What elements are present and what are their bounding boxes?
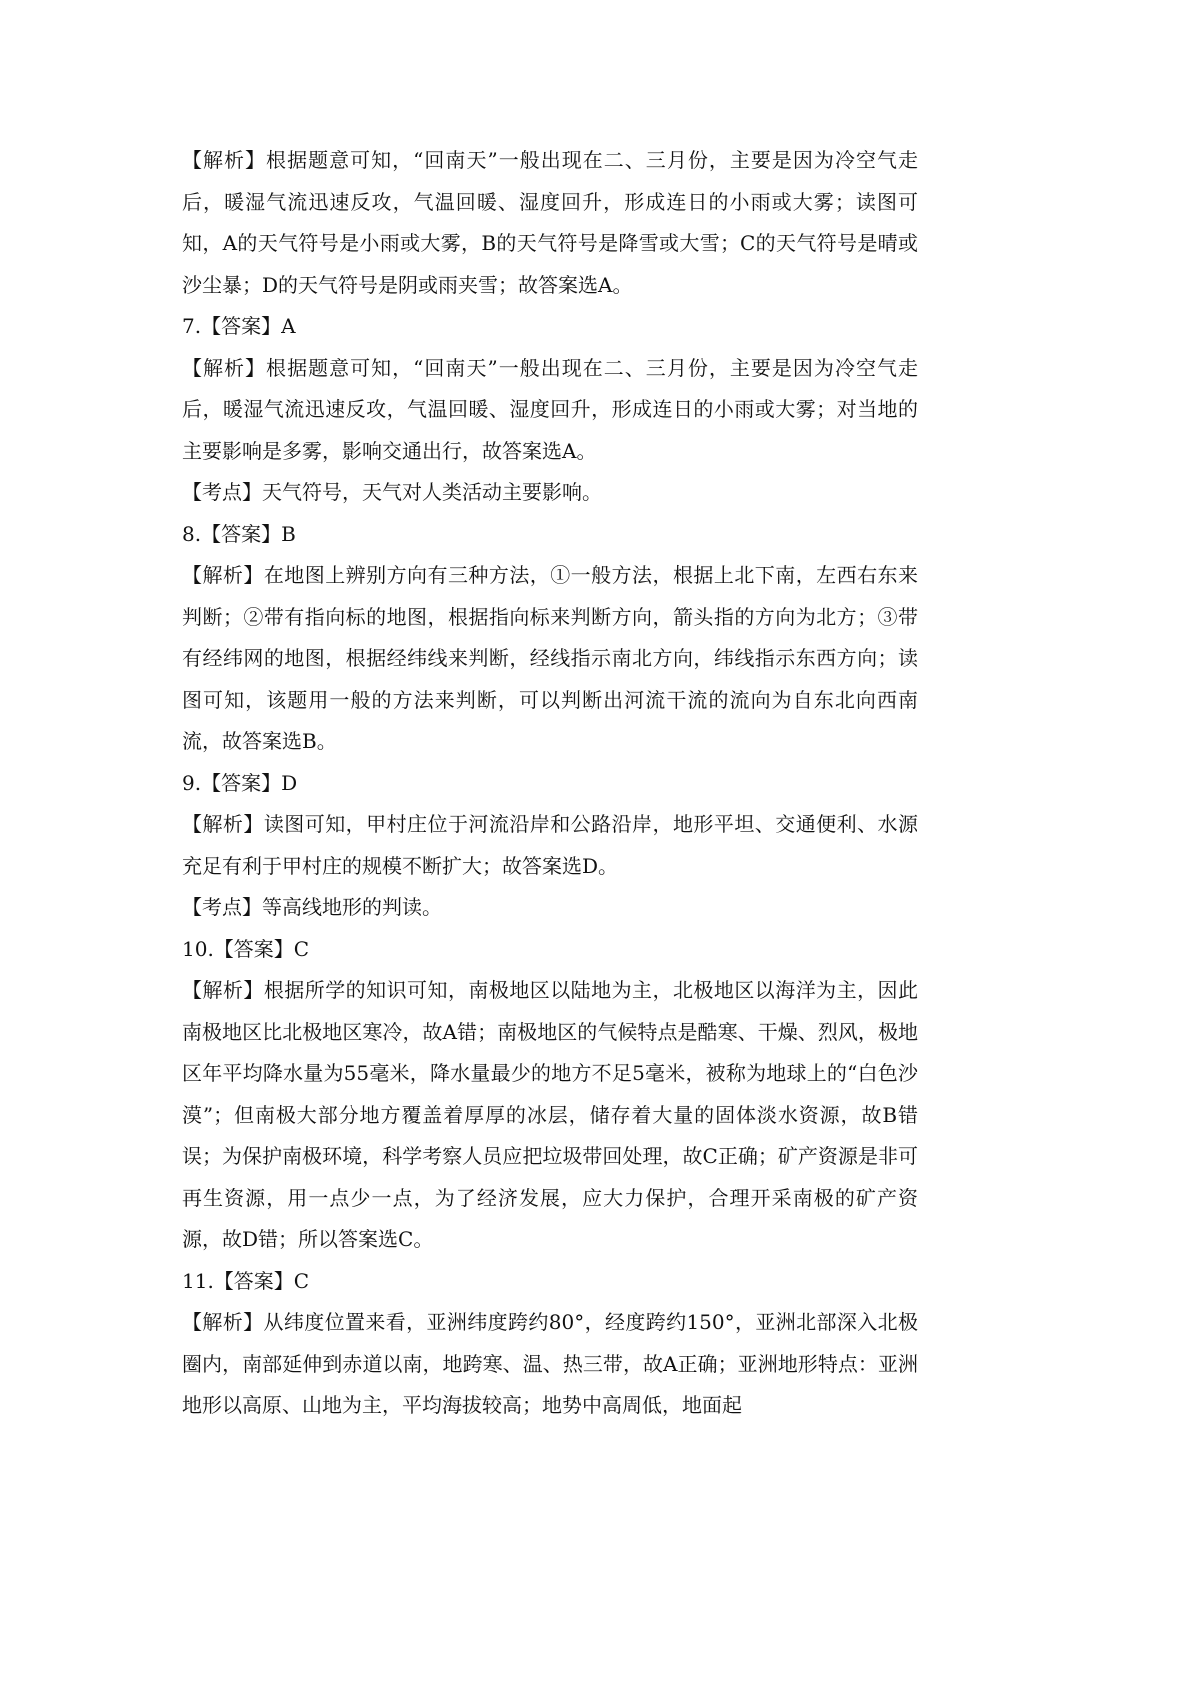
page-content <box>182 140 918 1427</box>
analysis-q7: 【解析】根据题意可知，“回南天”一般出现在二、三月份，主要是因为冷空气走后，暖湿气流迅速反攻，气温回暖、湿度回升，形成连日的小雨或大雾；对当地的主要影响是多雾，影响交通出行，故答案选A。 <box>182 355 918 463</box>
analysis-q8: 【解析】在地图上辨别方向有三种方法，①一般方法，根据上北下南，左西右东来判断；②带有指向标的地图，根据指向标来判断方向，箭头指的方向为北方；③带有经纬网的地图，根据经纬线来判断，经线指示南北方向，纬线指示东西方向；读图可知，该题用一般的方法来判断，可以判断出河流干流的流向为自东北向西南流，故答案选B。 <box>182 563 918 753</box>
keypoint-q7: 【考点】天气符号，天气对人类活动主要影响。 <box>182 480 602 504</box>
answer-q9: 9.【答案】D <box>182 770 298 795</box>
analysis-q11: 【解析】从纬度位置来看，亚洲纬度跨约80°，经度跨约150°，亚洲北部深入北极圈内，南部延伸到赤道以南，地跨寒、温、热三带，故A正确；亚洲地形特点：亚洲地形以高原、山地为主，平均海拔较高；地势中高周低，地面起 <box>182 1310 918 1417</box>
keypoint-q9: 【考点】等高线地形的判读。 <box>182 895 442 919</box>
analysis-q9: 【解析】读图可知，甲村庄位于河流沿岸和公路沿岸，地形平坦、交通便利、水源充足有利于甲村庄的规模不断扩大；故答案选D。 <box>182 812 918 878</box>
analysis-q10: 【解析】根据所学的知识可知，南极地区以陆地为主，北极地区以海洋为主，因此南极地区比北极地区寒冷，故A错；南极地区的气候特点是酷寒、干燥、烈风，极地区年平均降水量为55毫米，降水量最少的地方不足5毫米，被称为地球上的“白色沙漠”；但南极大部分地方覆盖着厚厚的冰层，储存着大量的固体淡水资源，故B错误；为保护南极环境，科学考察人员应把垃圾带回处理，故C正确；矿产资源是非可再生资源，用一点少一点，为了经济发展，应大力保护，合理开采南极的矿产资源，故D错；所以答案选C。 <box>182 978 918 1251</box>
answer-q8: 8.【答案】B <box>182 521 296 546</box>
analysis-q6: 【解析】根据题意可知，“回南天”一般出现在二、三月份，主要是因为冷空气走后，暖湿气流迅速反攻，气温回暖、湿度回升，形成连日的小雨或大雾；读图可知，A的天气符号是小雨或大雾，B的天气符号是降雪或大雪；C的天气符号是晴或沙尘暴；D的天气符号是阴或雨夹雪；故答案选A。 <box>182 148 918 297</box>
answer-q7: 7.【答案】A <box>182 314 296 338</box>
answer-q11: 11.【答案】C <box>182 1268 310 1293</box>
answer-q10: 10.【答案】C <box>182 936 310 961</box>
